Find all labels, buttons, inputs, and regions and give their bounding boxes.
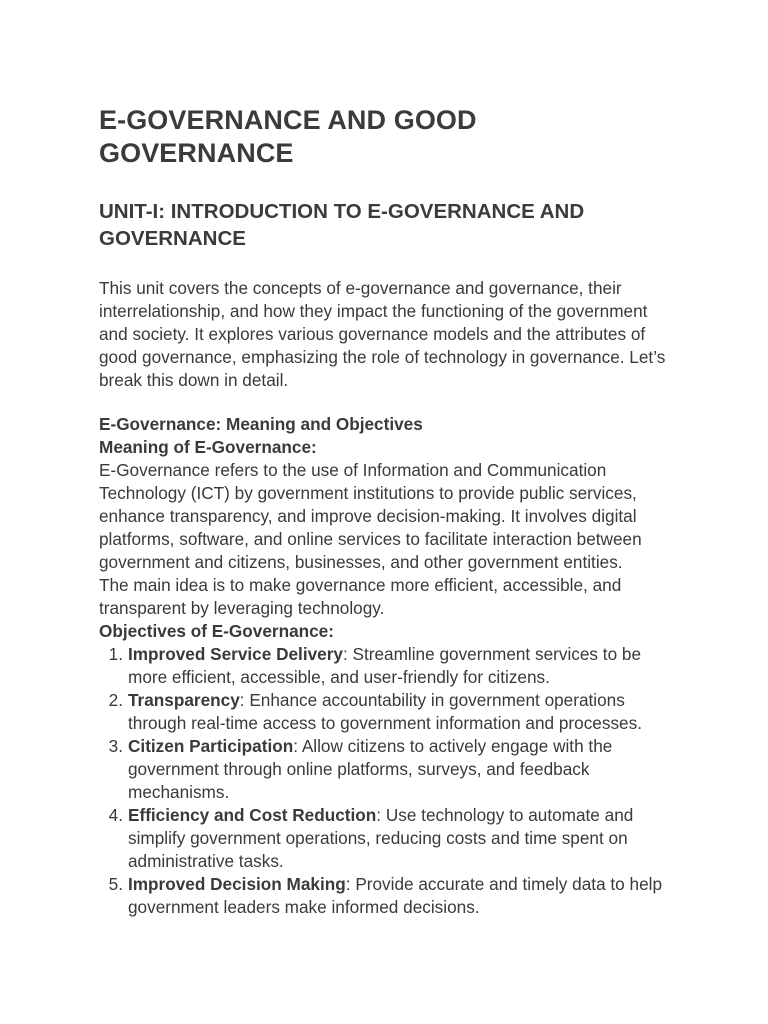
objective-text: : Use technology to automate and simplify government operations, reducing costs and time spent on administrative tasks. (128, 805, 634, 871)
unit-title: UNIT-I: INTRODUCTION TO E-GOVERNANCE AND GOVERNANCE (99, 200, 585, 250)
list-item (128, 643, 678, 689)
egovernance-section (99, 413, 678, 919)
objective-text: : Provide accurate and timely data to help government leaders make informed decisions. (128, 874, 663, 917)
objective-term: Efficiency and Cost Reduction (128, 805, 377, 825)
objectives-heading: Objectives of E-Governance: (99, 621, 334, 641)
objective-text: : Streamline government services to be more efficient, accessible, and user-friendly for citizens. (128, 644, 642, 687)
objective-term: Improved Service Delivery (128, 644, 343, 664)
section-heading: E-Governance: Meaning and Objectives (99, 414, 423, 434)
list-item (128, 873, 678, 919)
objectives-list (99, 643, 678, 919)
meaning-paragraph: E-Governance refers to the use of Information and Communication Technology (ICT) by government institutions to provide public services, enhance transparency, and improve decision-making. It involves digital platforms, software, and online services to facilitate interaction between government and citizens, businesses, and other government entities. (99, 460, 642, 572)
main-idea-paragraph: The main idea is to make governance more efficient, accessible, and transparent by leveraging technology. (99, 575, 622, 618)
objective-text: : Allow citizens to actively engage with the government through online platforms, surveys, and feedback mechanisms. (128, 736, 613, 802)
objective-term: Improved Decision Making (128, 874, 346, 894)
list-item (128, 689, 678, 735)
list-item (128, 735, 678, 804)
objective-term: Citizen Participation (128, 736, 294, 756)
objective-term: Transparency (128, 690, 240, 710)
list-item (128, 804, 678, 873)
intro-paragraph: This unit covers the concepts of e-governance and governance, their interrelationship, and how they impact the functioning of the government and society. It explores various governance models and the attributes of good governance, emphasizing the role of technology in governance. Let’s break this down in detail. (99, 278, 666, 390)
objective-text: : Enhance accountability in government operations through real-time access to government information and processes. (128, 690, 642, 733)
document-title: E-GOVERNANCE AND GOOD GOVERNANCE (99, 105, 477, 168)
meaning-heading: Meaning of E-Governance: (99, 437, 317, 457)
